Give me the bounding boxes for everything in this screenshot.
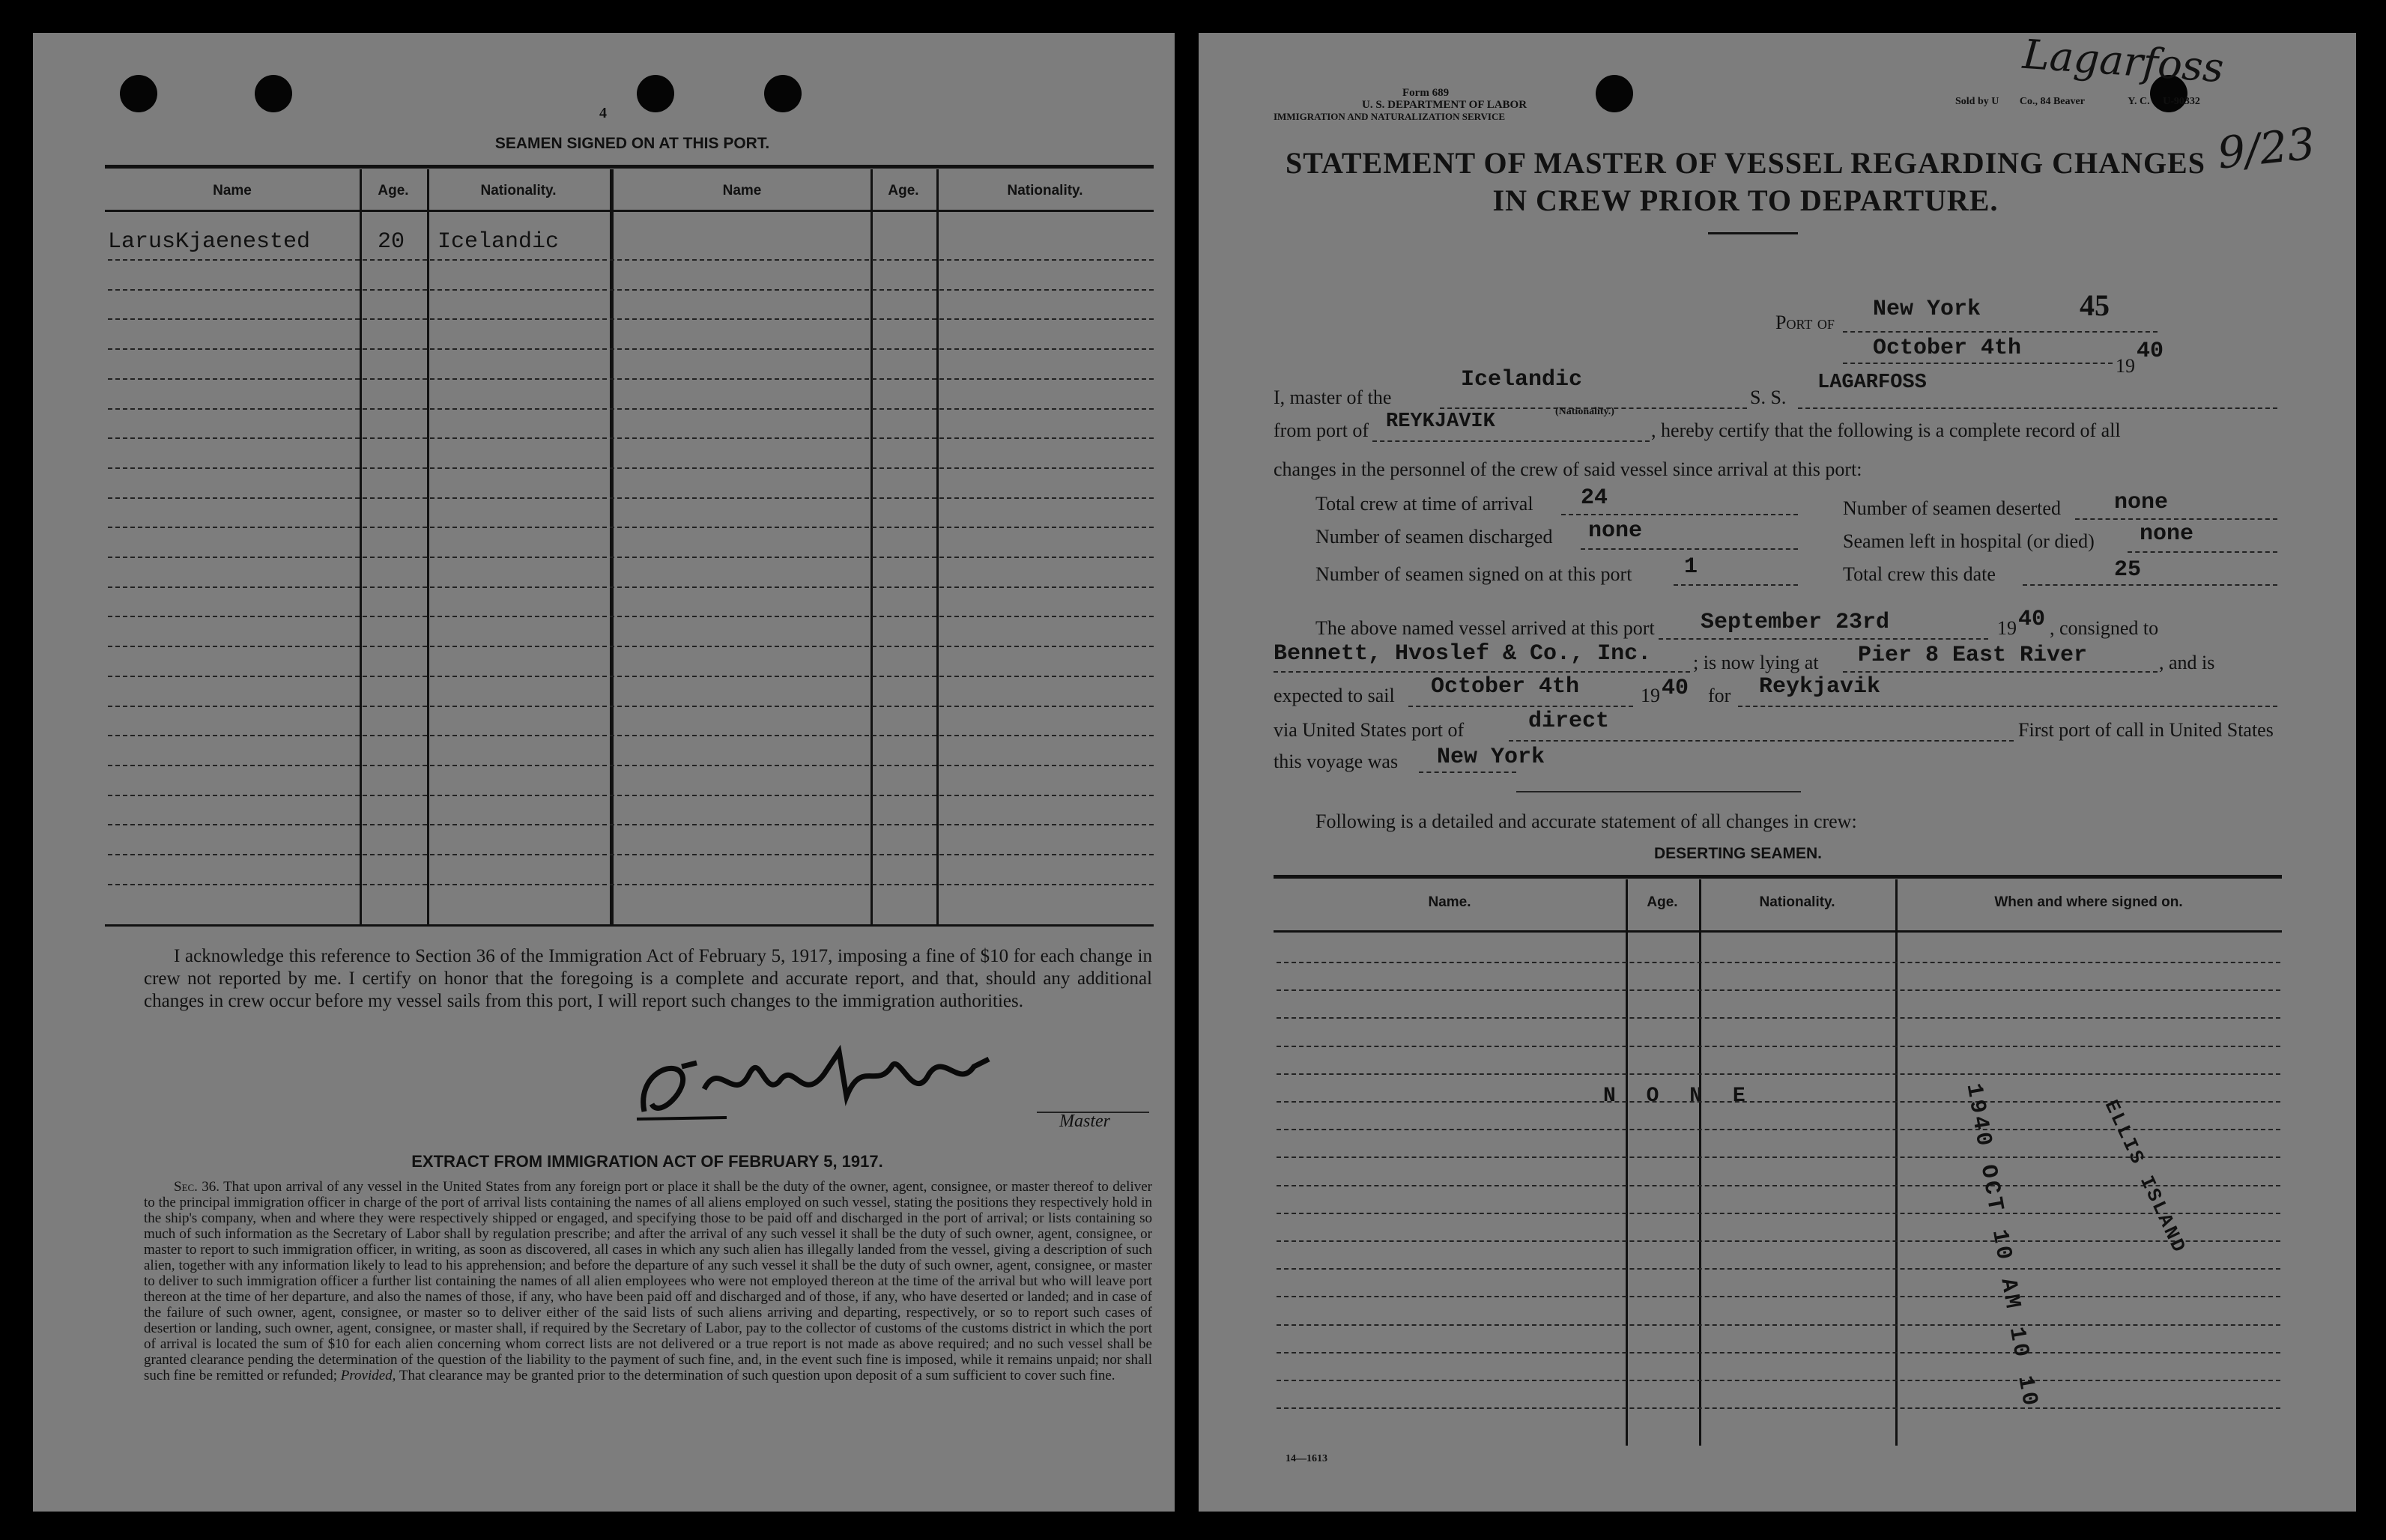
ruled-line: [108, 676, 1154, 677]
table-header-rule: [105, 210, 1154, 212]
desert-header-name: Name.: [1428, 894, 1471, 910]
column-divider: [1699, 879, 1701, 1446]
desert-header-signed-on: When and where signed on.: [1994, 894, 2183, 910]
date-value: October 4th: [1873, 336, 2022, 361]
ruled-line: [108, 259, 1154, 261]
via-label: via United States port of: [1274, 719, 1465, 741]
ruled-line: [108, 616, 1154, 617]
ruled-line: [108, 348, 1154, 350]
ellis-island-stamp: ELLIS ISLAND: [2099, 1097, 2191, 1258]
ruled-line: [108, 735, 1154, 736]
extract-section: Sec. 36.: [174, 1179, 220, 1195]
extract-provided: Provided,: [340, 1368, 396, 1383]
catalog-number: U-90332: [2163, 96, 2200, 107]
port-of-value: New York: [1873, 297, 1981, 322]
certify-text-2: changes in the personnel of the crew of said vessel since arrival at this port:: [1274, 458, 1862, 480]
column-divider: [1895, 879, 1898, 1446]
ruled-line: [1277, 1101, 2280, 1103]
acknowledgment-text: I acknowledge this reference to Section 36 of the Immigration Act of February 5, 1917, imposing a fine of $10 for each change in crew not reported by me. I certify on honor that the foregoing is a complete and accurate report, and that, should any additional changes in crew occur before my vessel sails from this port, I will report such changes to the immigration authorities.: [144, 946, 1152, 1011]
service: IMMIGRATION AND NATURALIZATION SERVICE: [1274, 111, 1506, 122]
expected-year: 40: [1662, 676, 1689, 701]
ruled-line: [108, 467, 1154, 469]
ruled-line: [1277, 1268, 2280, 1270]
ruled-line: [1277, 1213, 2280, 1214]
total-crew-label: Total crew at time of arrival: [1315, 493, 1533, 515]
form-number: Form 689: [1402, 87, 1450, 99]
table-top-rule: [105, 165, 1154, 169]
ruled-line: [1277, 1046, 2280, 1047]
ruled-line: [108, 557, 1154, 558]
column-header-nationality: Nationality.: [1007, 183, 1083, 198]
desert-table-header-rule: [1274, 930, 2282, 933]
punch-hole: [764, 75, 802, 112]
table-bottom-rule: [105, 924, 1154, 927]
ruled-line: [1277, 1240, 2280, 1242]
column-header-age: Age.: [378, 183, 409, 198]
extract-body: That upon arrival of any vessel in the United States from any foreign port or place it shall be the duty of the owner, agent, consignee, or master thereof to deliver to the principal immigration officer in charge of the port of arrival lists containing the names of all aliens employed on such vessel, stating the positions they respectively hold in the ship's company, when and where they were respectively shipped or engaged, and specifying those to be paid off and discharged in the port of arrival; or lists containing so much of such information as the Secretary of Labor shall by regulation prescribe; and after the arrival of any such vessel it shall be the duty of such owner, agent, consignee, or master to report to such immigration officer, in writing, as soon as discovered, all cases in which any such alien has illegally landed from the vessel, giving a description of such alien, together with any information likely to lead to his apprehension; and before the departure of any such vessel it shall be the duty of such owner, agent, consignee, or master to deliver to such immigration officer a further list containing the names of all alien employees who were not employed thereon at the time of the arrival but who will leave port thereon at the time of her departure, and also the names of those, if any, who have been paid off and discharged and of those, if any, who have deserted or landed; and in case of the failure of such owner, agent, consignee, or master so to deliver either of the said lists of such aliens arriving and departing, respectively, or so to report such cases of desertion or landing, such owner, agent, consignee, or master shall, if required by the Secretary of Labor, pay to the collector of customs of the customs district in which the port of arrival is located the sum of $10 for each alien concerning whom correct lists are not delivered or a true report is not made as above required; and no such vessel shall be granted clearance pending the determination of the question of the liability to the payment of such fine, and, in the event such fine is imposed, while it remains unpaid; nor shall such fine be remitted or refunded;: [144, 1179, 1152, 1383]
left-page: [33, 33, 1175, 1512]
ruled-line: [108, 706, 1154, 707]
nationality-caption: (Nationality.): [1555, 406, 1614, 417]
ruled-line: [1277, 1352, 2280, 1353]
punch-hole: [120, 75, 157, 112]
form-title-line2: IN CREW PRIOR TO DEPARTURE.: [1492, 184, 1999, 217]
column-divider: [427, 169, 429, 924]
handwritten-number: 9/23: [2214, 118, 2318, 179]
following-text: Following is a detailed and accurate statement of all changes in crew:: [1315, 810, 1857, 832]
port-number: 45: [2080, 288, 2110, 322]
seaman-name: LarusKjaenested: [108, 229, 311, 255]
ruled-line: [108, 646, 1154, 647]
ruled-line: [1277, 962, 2280, 963]
column-header-name: Name: [213, 183, 252, 198]
lying-label: ; is now lying at: [1693, 652, 1819, 673]
ruled-line: [1277, 1407, 2280, 1409]
nationality-value: Icelandic: [1461, 367, 1583, 392]
ruled-line: [108, 586, 1154, 588]
master-of-label: I, master of the: [1274, 386, 1392, 408]
ruled-line: [108, 854, 1154, 855]
for-value: Reykjavik: [1759, 674, 1881, 700]
ruled-line: [1277, 1380, 2280, 1381]
for-label: for: [1708, 685, 1731, 706]
ruled-line: [108, 884, 1154, 885]
ruled-line: [108, 318, 1154, 320]
sold-by-city: Y. C.: [2128, 96, 2150, 107]
master-signature: [614, 1029, 1019, 1127]
form-title-line1: STATEMENT OF MASTER OF VESSEL REGARDING CHANGES: [1286, 146, 2205, 180]
column-divider: [870, 169, 873, 924]
from-port-value: REYKJAVIK: [1386, 410, 1495, 433]
ruled-line: [1277, 1185, 2280, 1186]
footer-code: 14—1613: [1286, 1453, 1327, 1464]
punch-hole: [255, 75, 292, 112]
total-crew-value: 24: [1581, 485, 1608, 511]
column-divider: [936, 169, 939, 924]
deserting-heading: DESERTING SEAMEN.: [1653, 845, 1823, 862]
expected-value: October 4th: [1431, 674, 1580, 700]
date-year-prefix: 19: [2116, 355, 2135, 377]
consigned-label: , consigned to: [2050, 617, 2159, 639]
ruled-line: [108, 527, 1154, 528]
total-date-value: 25: [2114, 557, 2142, 583]
right-page: [1199, 30, 2356, 1512]
arrived-value: September 23rd: [1701, 610, 1890, 635]
handwritten-ship-name: Lagarfoss: [2021, 30, 2226, 92]
voyage-value: New York: [1437, 745, 1545, 770]
desert-table-top: [1274, 875, 2282, 879]
ruled-line: [108, 437, 1154, 439]
department: U. S. DEPARTMENT OF LABOR: [1362, 99, 1527, 111]
ruled-line: [1277, 1296, 2280, 1297]
port-of-label: Port of: [1775, 312, 1835, 333]
via-value: direct: [1528, 709, 1610, 734]
ruled-line: [1277, 1073, 2280, 1075]
ship-value: LAGARFOSS: [1817, 372, 1927, 394]
discharged-value: none: [1588, 518, 1643, 544]
date-stamp: 1940 OCT 10 AM 10 10: [1960, 1082, 2043, 1411]
column-divider: [360, 169, 362, 924]
ruled-line: [108, 795, 1154, 796]
column-divider: [1626, 879, 1628, 1446]
sold-by-company: Co., 84 Beaver: [2019, 96, 2085, 107]
ruled-line: [108, 497, 1154, 499]
master-label: Master: [1059, 1112, 1110, 1131]
extract-text: [144, 1179, 1152, 1383]
seaman-nationality: Icelandic: [437, 229, 560, 255]
lying-value: Pier 8 East River: [1858, 643, 2088, 668]
first-call-label: First port of call in United States: [2018, 719, 2274, 741]
ruled-line: [108, 765, 1154, 766]
none-entry: N O N E: [1603, 1085, 1754, 1108]
expected-label: expected to sail: [1274, 685, 1395, 706]
total-date-label: Total crew this date: [1843, 563, 1996, 585]
discharged-label: Number of seamen discharged: [1315, 526, 1553, 548]
ss-label: S. S.: [1750, 386, 1787, 408]
signed-on-value: 1: [1684, 554, 1698, 580]
arrived-year: 40: [2018, 607, 2046, 632]
deserted-value: none: [2114, 490, 2169, 515]
hospital-value: none: [2140, 521, 2194, 547]
page-number: 4: [599, 105, 607, 121]
expected-year-prefix: 19: [1641, 685, 1660, 706]
voyage-label: this voyage was: [1274, 751, 1399, 772]
consignee-value: Bennett, Hvoslef & Co., Inc.: [1274, 641, 1652, 667]
ruled-line: [108, 289, 1154, 291]
ruled-line: [108, 824, 1154, 825]
extract-tail: That clearance may be granted prior to the determination of such question upon deposit of a sum sufficient to cover such fine.: [399, 1368, 1115, 1383]
ruled-line: [1277, 1017, 2280, 1019]
punch-hole: [1596, 75, 1633, 112]
punch-hole: [637, 75, 674, 112]
and-is-label: , and is: [2159, 652, 2215, 673]
certify-text: , hereby certify that the following is a complete record of all: [1651, 419, 2121, 441]
arrived-label: The above named vessel arrived at this port: [1315, 617, 1655, 639]
column-header-nationality: Nationality.: [480, 183, 557, 198]
sold-by-label: Sold by U: [1955, 96, 1999, 107]
date-year: 40: [2137, 339, 2164, 364]
column-header-name: Name: [722, 183, 762, 198]
deserted-label: Number of seamen deserted: [1843, 497, 2061, 519]
arrived-year-prefix: 19: [1997, 617, 2017, 639]
ruled-line: [1277, 989, 2280, 991]
ruled-line: [108, 378, 1154, 380]
column-divider: [610, 169, 614, 924]
seamen-signed-heading: SEAMEN SIGNED ON AT THIS PORT.: [494, 135, 770, 152]
from-port-label: from port of: [1274, 419, 1369, 441]
ruled-line: [108, 408, 1154, 410]
desert-header-nationality: Nationality.: [1759, 894, 1835, 910]
desert-header-age: Age.: [1647, 894, 1678, 910]
sold-by: [1955, 96, 2200, 108]
ruled-line: [1277, 1324, 2280, 1326]
hospital-label: Seamen left in hospital (or died): [1843, 530, 2095, 552]
seaman-age: 20: [378, 229, 405, 255]
signed-on-label: Number of seamen signed on at this port: [1315, 563, 1632, 585]
column-header-age: Age.: [888, 183, 919, 198]
extract-heading: EXTRACT FROM IMMIGRATION ACT OF FEBRUARY 5, 1917.: [411, 1152, 883, 1171]
